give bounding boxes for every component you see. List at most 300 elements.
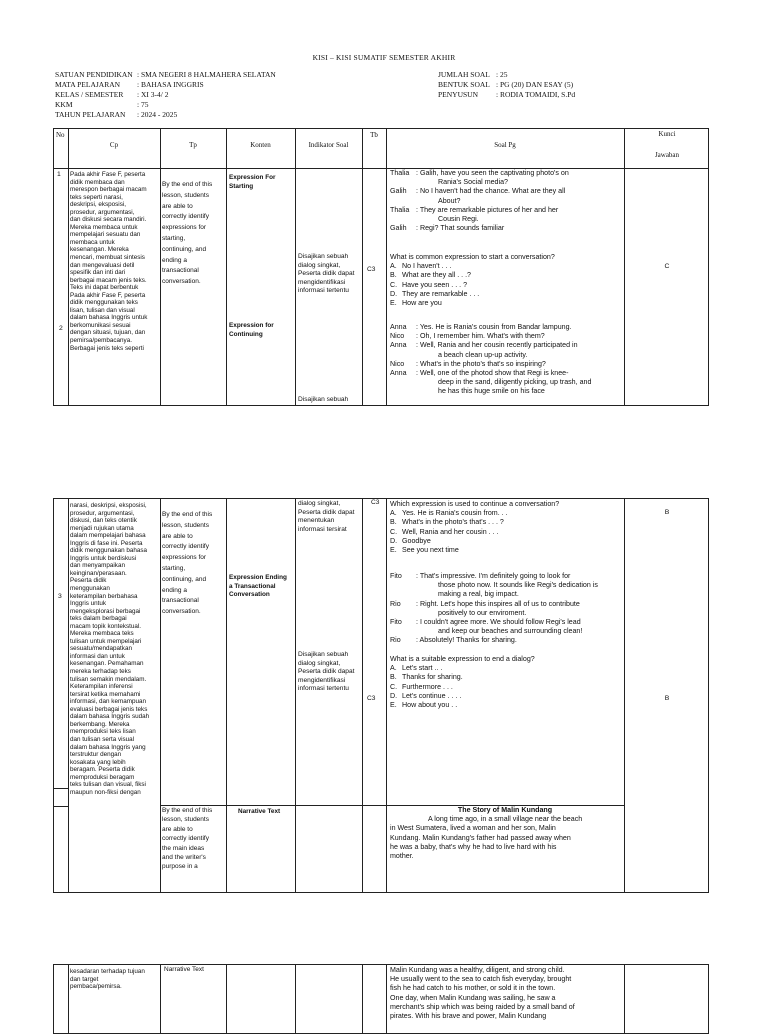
dialog-line (390, 224, 622, 233)
meta-row (55, 70, 276, 80)
answer-option (390, 518, 622, 527)
cp-line: maupun non-fiksi dengan (70, 788, 141, 796)
cp-line: tulisan semakin mendalam. (70, 675, 147, 683)
konten-line: Starting (229, 182, 254, 190)
tp-line: purpose in a (162, 863, 198, 871)
dialog-line (390, 581, 622, 590)
story-line: in West Sumatera, lived a woman and her son, Malin (390, 824, 556, 833)
cp-line: sesuatu/mendapatkan (70, 645, 132, 653)
option-text: They are remarkable . . . (402, 289, 480, 298)
indikator-1 (298, 253, 362, 296)
indikator-line: Peserta didik dapat (298, 270, 355, 278)
indikator-line: informasi tertentu (298, 287, 349, 295)
utterance: About? (438, 196, 461, 205)
option-text: Let's continue . . . . (402, 691, 462, 700)
header-kunci: Kunci (658, 130, 676, 138)
tp-line: and the writer's (162, 854, 206, 862)
konten-line: Conversation (229, 591, 270, 599)
meta-value: : BAHASA INGGRIS (137, 80, 204, 89)
cp-line: dan diskusi secara mandiri. (70, 216, 147, 224)
option-text: Goodbye (402, 536, 431, 545)
tp-line: transactional (162, 597, 199, 605)
answer-option (390, 528, 622, 537)
row-number-3: 3 (58, 593, 62, 600)
story-line: One day, when Malin Kundang was sailing, he saw a (390, 993, 556, 1002)
indikator-line: informasi tersirat (298, 525, 347, 533)
utterance: making a real, big impact. (438, 590, 519, 599)
option-letter: E. (390, 701, 397, 710)
konten-starting (229, 174, 293, 191)
tp-text-3 (162, 806, 226, 872)
dialog-line (390, 572, 622, 581)
header-no: No (56, 131, 65, 139)
indikator-2 (298, 500, 362, 534)
dialog-line (390, 351, 622, 360)
speaker: Nico (390, 332, 405, 341)
row-number-1: 1 (57, 171, 61, 178)
row-number-2: 2 (59, 325, 63, 332)
story-line: fish he had catch to his mother, or sold it in the town. (390, 984, 556, 993)
tp-line: are able to (162, 202, 193, 210)
speaker: Fito (390, 618, 402, 627)
tp-line: correctly identify (162, 835, 209, 843)
cp-line: keinginan/perasaan. (70, 569, 127, 577)
tp-text-4: Narrative Text (164, 966, 204, 973)
cp-line: dan mengevaluasi detil (70, 261, 135, 269)
cp-line: berkomunikasi sesuai (70, 321, 131, 329)
indikator-line: dialog singkat, (298, 500, 341, 507)
story-title: The Story of Malin Kundang (457, 806, 553, 814)
option-text: Thanks for sharing. (402, 673, 463, 682)
meta-row (55, 90, 276, 100)
question-1-stem: What is common expression to start a conversation? (390, 253, 555, 261)
question-1-options (390, 262, 622, 308)
indikator-line: mengidentifikasi (298, 278, 346, 286)
cp-line: teks seperti narasi, (70, 193, 123, 201)
cp-line: didik menggunakan bahasa (70, 547, 148, 555)
speaker: Anna (390, 323, 407, 331)
cp-line: didik membaca dan (70, 178, 125, 186)
story-line: Malin Kundang was a healthy, diligent, and strong child. (390, 966, 565, 974)
cp-line: dalam mempelajari bahasa (70, 532, 146, 540)
story-line: merchant's ship which was being raided by a small band of (390, 1002, 575, 1011)
tp-line: are able to (162, 532, 193, 540)
question-3-options (390, 664, 622, 710)
story-line: A long time ago, in a small village near the beach (428, 815, 583, 824)
tp-line: conversation. (162, 278, 201, 286)
option-text: How are you (402, 299, 442, 308)
dialog-line (390, 618, 622, 627)
cp-line: informasi dan untuk (70, 652, 125, 660)
utterance: : Regi? That sounds familiar (416, 224, 505, 233)
meta-label: TAHUN PELAJARAN (55, 110, 126, 119)
dialog-line (390, 360, 622, 369)
meta-label: PENYUSUN (438, 90, 479, 99)
tb-level-1: C3 (367, 266, 376, 273)
answer-option (390, 271, 622, 280)
tp-line: By the end of this (162, 181, 213, 188)
story-passage-1 (390, 806, 620, 861)
cp-line: prosedur, argumentasi, (70, 208, 135, 216)
speaker: Rio (390, 636, 401, 645)
indikator-line: informasi tertentu (298, 685, 349, 693)
indikator-line: Disajikan sebuah (298, 253, 349, 260)
cp-line: narasi, deskripsi, eksposisi, (70, 502, 147, 509)
meta-label: KKM (55, 100, 73, 109)
meta-value: : XI 3-4/ 2 (137, 90, 169, 99)
indikator-line: dialog singkat, (298, 659, 341, 667)
meta-label: KELAS / SEMESTER (55, 90, 124, 99)
table-block-1 (53, 128, 709, 406)
question-1 (390, 253, 622, 308)
meta-label: MATA PELAJARAN (55, 80, 121, 89)
tp-line: correctly identify (162, 213, 209, 221)
cp-line: tulisan untuk mempelajari (70, 637, 142, 645)
meta-row (438, 90, 575, 100)
cp-line: spesifik dan inti dari (70, 269, 126, 277)
answer-option (390, 262, 622, 271)
cp-line: dan menyampaikan (70, 562, 125, 570)
utterance: : Absolutely! Thanks for sharing. (416, 636, 517, 645)
cp-line: berkembang. Mereka (70, 720, 130, 728)
dialog-line (390, 590, 622, 599)
tp-line: continuing, and (162, 575, 207, 583)
utterance: : That's impressive. I'm definitely going to look for (416, 572, 571, 580)
cp-line: pembaca/pemirsa. (70, 983, 122, 991)
utterance: : Oh, I remember him. What's with them? (416, 332, 545, 341)
dialog-line (390, 387, 622, 396)
cp-line: kesadaran terhadap tujuan (70, 968, 145, 975)
cp-line: lisan, tulisan dan visual (70, 306, 135, 314)
option-text: How about you . . (402, 701, 458, 710)
cp-line: Mereka membaca untuk (70, 223, 138, 231)
utterance: : Yes. He is Rania's cousin from Bandar lampung. (416, 323, 572, 331)
question-1-dialog (390, 169, 622, 233)
answer-option (390, 683, 622, 692)
cp-line: Pada akhir Fase F, peserta (70, 291, 146, 299)
tp-line: correctly identify (162, 543, 209, 551)
cp-line: dalam bahasa Inggris yang (70, 743, 146, 751)
konten-continuing (229, 322, 293, 339)
cp-line: Inggris untuk berdiskusi (70, 554, 137, 562)
dialog-line (390, 178, 622, 187)
cp-line: Inggris di fase ini. Peserta (70, 539, 143, 547)
indikator-line: mengidentifikasi (298, 676, 346, 684)
meta-left (55, 70, 276, 120)
cp-line: keterampilan berbahasa (70, 592, 138, 600)
konten-line: Continuing (229, 330, 263, 338)
header-soal: Soal Pg (494, 141, 516, 149)
option-text: What's in the photo's that's . . . ? (402, 518, 504, 527)
cp-line: Mereka membaca teks (70, 630, 134, 638)
cp-line: mempelajari sesuatu dan (70, 231, 141, 239)
cp-line: deskripsi, eksposisi, (70, 201, 126, 209)
cp-line: pemirsa/pembacanya. (70, 337, 132, 345)
option-letter: D. (390, 289, 398, 298)
meta-label: BENTUK SOAL (438, 80, 490, 89)
konten-ending (229, 574, 293, 600)
header-konten: Konten (250, 141, 271, 149)
answer-option (390, 701, 622, 710)
utterance: and keep our beaches and surrounding clean! (438, 627, 583, 636)
cp-line: mencari, membuat sintesis (70, 254, 145, 262)
option-text: What are they all . . .? (402, 271, 471, 280)
tp-text-1 (162, 180, 226, 288)
meta-value: : 75 (137, 100, 149, 109)
utterance: : Right. Let's hope this inspires all of us to contribute (416, 599, 580, 608)
cp-line: dalam bahasa Inggris sudah (70, 713, 150, 721)
option-letter: B. (390, 518, 397, 527)
dialog-line (390, 627, 622, 636)
dialog-line (390, 206, 622, 215)
tp-line: lesson, students (162, 191, 209, 199)
utterance: deep in the sand, diligently picking, up trash, and (438, 378, 592, 387)
header-cp: Cp (109, 141, 119, 149)
dialog-line (390, 369, 622, 378)
meta-value: : SMA NEGERI 8 HALMAHERA SELATAN (137, 70, 276, 79)
option-letter: C. (390, 527, 398, 536)
answer-option (390, 664, 622, 673)
answer-option (390, 537, 622, 546)
speaker: Anna (390, 369, 407, 378)
option-letter: B. (390, 673, 397, 682)
cp-line: membaca untuk (70, 238, 115, 246)
story-line: He usually went to the sea to catch fish everyday, brought (390, 975, 572, 984)
tp-text-2 (162, 510, 226, 618)
tp-line: expressions for (162, 224, 207, 232)
indikator-line: dialog singkat, (298, 261, 341, 269)
dialog-line (390, 609, 622, 618)
option-letter: B. (390, 271, 397, 280)
tp-line: continuing, and (162, 245, 207, 253)
tb-level-3: C3 (367, 695, 376, 702)
cp-line: mengeksplorasi berbagai (70, 607, 141, 615)
utterance: : Well, Rania and her cousin recently participated in (416, 341, 578, 350)
cp-line: memproduksi beragam (70, 773, 135, 781)
utterance: : What's in the photo's that's so inspiring? (416, 359, 546, 368)
konten-line: Expression For (229, 174, 276, 181)
option-text: Yes. He is Rania's cousin from. . . (402, 509, 508, 518)
utterance: Rania's Social media? (438, 178, 508, 187)
answer-key-2: B (664, 509, 670, 516)
option-text: No I haven't . . . (402, 262, 452, 271)
utterance: : No I haven't had the chance. What are they all (416, 187, 566, 196)
document-title: KISI – KISI SUMATIF SEMESTER AKHIR (312, 53, 456, 62)
speaker: Thalia (390, 169, 410, 177)
utterance: positively to our enviroment. (438, 608, 527, 617)
cp-line: dan target (70, 975, 99, 983)
cp-line: merespon berbagai macam (70, 186, 147, 194)
meta-row (438, 70, 575, 80)
tp-line: transactional (162, 267, 199, 275)
cp-text-3 (70, 968, 158, 991)
cp-line: mereka terhadap teks (70, 668, 131, 676)
indikator-line: Disajikan sebuah (298, 651, 349, 658)
cp-line: informasi, dan kemampuan (70, 698, 146, 706)
story-text (390, 815, 620, 861)
utterance: : They are remarkable pictures of her and her (416, 205, 559, 214)
dialog-line (390, 600, 622, 609)
utterance: he has this huge smile on his face (438, 387, 545, 396)
cp-text-1 (70, 171, 158, 352)
utterance: : Galih, have you seen the captivating photo's on (416, 169, 569, 177)
indikator-3 (298, 651, 362, 694)
meta-row (438, 80, 575, 90)
tp-line: ending a (162, 256, 187, 264)
utterance: : Well, one of the photod show that Regi is knee- (416, 369, 569, 378)
cp-line: evaluasi berbagai jenis teks (70, 705, 148, 713)
tb-level-2: C3 (371, 499, 380, 506)
meta-right (438, 70, 575, 100)
answer-option (390, 299, 622, 308)
option-letter: A. (390, 262, 397, 271)
cp-line: diskusi, dan teks otentik (70, 517, 137, 525)
cp-line: teks dalam berbagai (70, 615, 127, 623)
tp-line: conversation. (162, 608, 201, 616)
konten-line: Expression for (229, 322, 274, 329)
cp-line: Keterampilan inferensi (70, 683, 133, 691)
cp-line: teks tulisan dan visual, fiksi (70, 781, 146, 789)
meta-label: JUMLAH SOAL (438, 70, 490, 79)
meta-row (55, 80, 276, 90)
utterance: a beach clean up-up activity. (438, 350, 528, 359)
speaker: Nico (390, 359, 405, 368)
tp-line: expressions for (162, 554, 207, 562)
cp-line: dalam bahasa Inggris untuk (70, 314, 148, 322)
question-2-stem: Which expression is used to continue a conversation? (390, 500, 560, 508)
speaker: Galih (390, 187, 407, 196)
speaker: Rio (390, 599, 401, 608)
option-letter: C. (390, 280, 398, 289)
header-jawaban: Jawaban (654, 151, 680, 159)
indikator-line: menentukan (298, 517, 335, 525)
dialog-line (390, 341, 622, 350)
meta-row (55, 100, 276, 110)
cp-line: beragam. Peserta didik (70, 766, 135, 774)
answer-option (390, 281, 622, 290)
cp-line: dengan situasi, tujuan, dan (70, 329, 146, 337)
question-2-dialog (390, 323, 622, 397)
cp-line: Pada akhir Fase F, peserta (70, 171, 146, 178)
story-line: pirates. With his brave and power, Malin Kundang (390, 1012, 547, 1021)
header-tp: Tp (189, 141, 197, 149)
tp-line: By the end of this (162, 511, 213, 518)
cp-line: kesenangan. Pemahaman (70, 660, 144, 668)
tp-line: are able to (162, 825, 193, 833)
answer-key-1: C (664, 263, 670, 270)
utterance: Cousin Regi. (438, 215, 479, 224)
option-letter: C. (390, 682, 398, 691)
dialog-line (390, 636, 622, 645)
cp-line: Berbagai jenis teks seperti (70, 344, 144, 352)
option-letter: A. (390, 509, 397, 518)
tp-line: lesson, students (162, 816, 209, 824)
cp-line: berbagai macam jenis teks. (70, 276, 147, 284)
option-text: Well, Rania and her cousin . . . (402, 527, 499, 536)
option-letter: E. (390, 299, 397, 308)
indikator-line: Peserta didik dapat (298, 668, 355, 676)
dialog-line (390, 332, 622, 341)
option-text: Have you seen . . . ? (402, 280, 468, 289)
tp-line: the main ideas (162, 844, 205, 852)
speaker: Galih (390, 224, 407, 233)
cp-line: didik menggunakan teks (70, 299, 138, 307)
option-letter: A. (390, 664, 397, 673)
option-letter: E. (390, 546, 397, 555)
indikator-1-tail: Disajikan sebuah (298, 396, 349, 403)
answer-option (390, 692, 622, 701)
meta-value: : 25 (496, 70, 508, 79)
question-2 (390, 500, 622, 555)
question-3-stem: What is a suitable expression to end a dialog? (390, 655, 535, 663)
answer-option (390, 673, 622, 682)
cp-line: Peserta didik (70, 577, 107, 585)
utterance: those photo now. It sounds like Regi's dedication is (438, 581, 598, 590)
cp-line: Inggris untuk (70, 600, 107, 608)
dialog-line (390, 378, 622, 387)
table-block-2 (53, 498, 709, 893)
meta-value: : 2024 - 2025 (137, 110, 178, 119)
cp-line: tersirat ketika memahami (70, 690, 141, 698)
story-line: Kundang. Malin Kundang's father had passed away when (390, 833, 571, 842)
story-line: mother. (390, 852, 414, 861)
tp-line: ending a (162, 586, 187, 594)
meta-value: : PG (20) DAN ESAY (5) (496, 80, 574, 89)
option-text: Furthermore . . . (402, 682, 453, 691)
cp-line: prosedur, argumentasi, (70, 509, 135, 517)
question-3 (390, 655, 622, 710)
cp-line: Teks ini dapat berbentuk (70, 284, 139, 292)
cp-line: kesenangan. Mereka (70, 246, 129, 254)
speaker: Thalia (390, 205, 410, 214)
answer-option (390, 290, 622, 299)
tp-line: starting, (162, 234, 186, 242)
meta-label: SATUAN PENDIDIKAN (55, 70, 133, 79)
konten-narrative: Narrative Text (238, 808, 281, 815)
story-passage-2 (390, 966, 620, 1021)
answer-key-3: B (664, 695, 670, 702)
tp-line: starting, (162, 564, 186, 572)
indikator-line: Peserta didik dapat (298, 508, 355, 516)
meta-row (55, 110, 276, 120)
answer-option (390, 546, 622, 555)
option-letter: D. (390, 691, 398, 700)
cp-line: kosakata yang lebih (70, 758, 126, 766)
answer-option (390, 509, 622, 518)
meta-value: : RODIA TOMAIDI, S.Pd (496, 90, 576, 99)
header-tb: Tb (370, 131, 378, 139)
cp-text-2 (70, 502, 158, 796)
dialog-line (390, 169, 622, 178)
cp-line: menggunakan (70, 585, 110, 593)
cp-line: dan tulisan serta visual (70, 735, 135, 743)
header-indikator: Indikator Soal (308, 141, 349, 149)
dialog-line (390, 187, 622, 196)
konten-line: a Transactional (229, 582, 276, 590)
utterance: : I couldn't agree more. We should follow Regi's lead (416, 618, 581, 627)
tp-line: By the end of this (162, 807, 213, 814)
speaker: Fito (390, 572, 402, 580)
cp-line: macam topik kontekstual. (70, 622, 142, 630)
question-2-options (390, 509, 622, 555)
speaker: Anna (390, 341, 407, 350)
option-letter: D. (390, 536, 398, 545)
option-text: Let's start .. . (402, 664, 443, 673)
cp-line: menjadi rujukan utama (70, 524, 134, 532)
cp-line: memproduksi teks lisan (70, 728, 136, 736)
dialog-line (390, 215, 622, 224)
dialog-line (390, 197, 622, 206)
